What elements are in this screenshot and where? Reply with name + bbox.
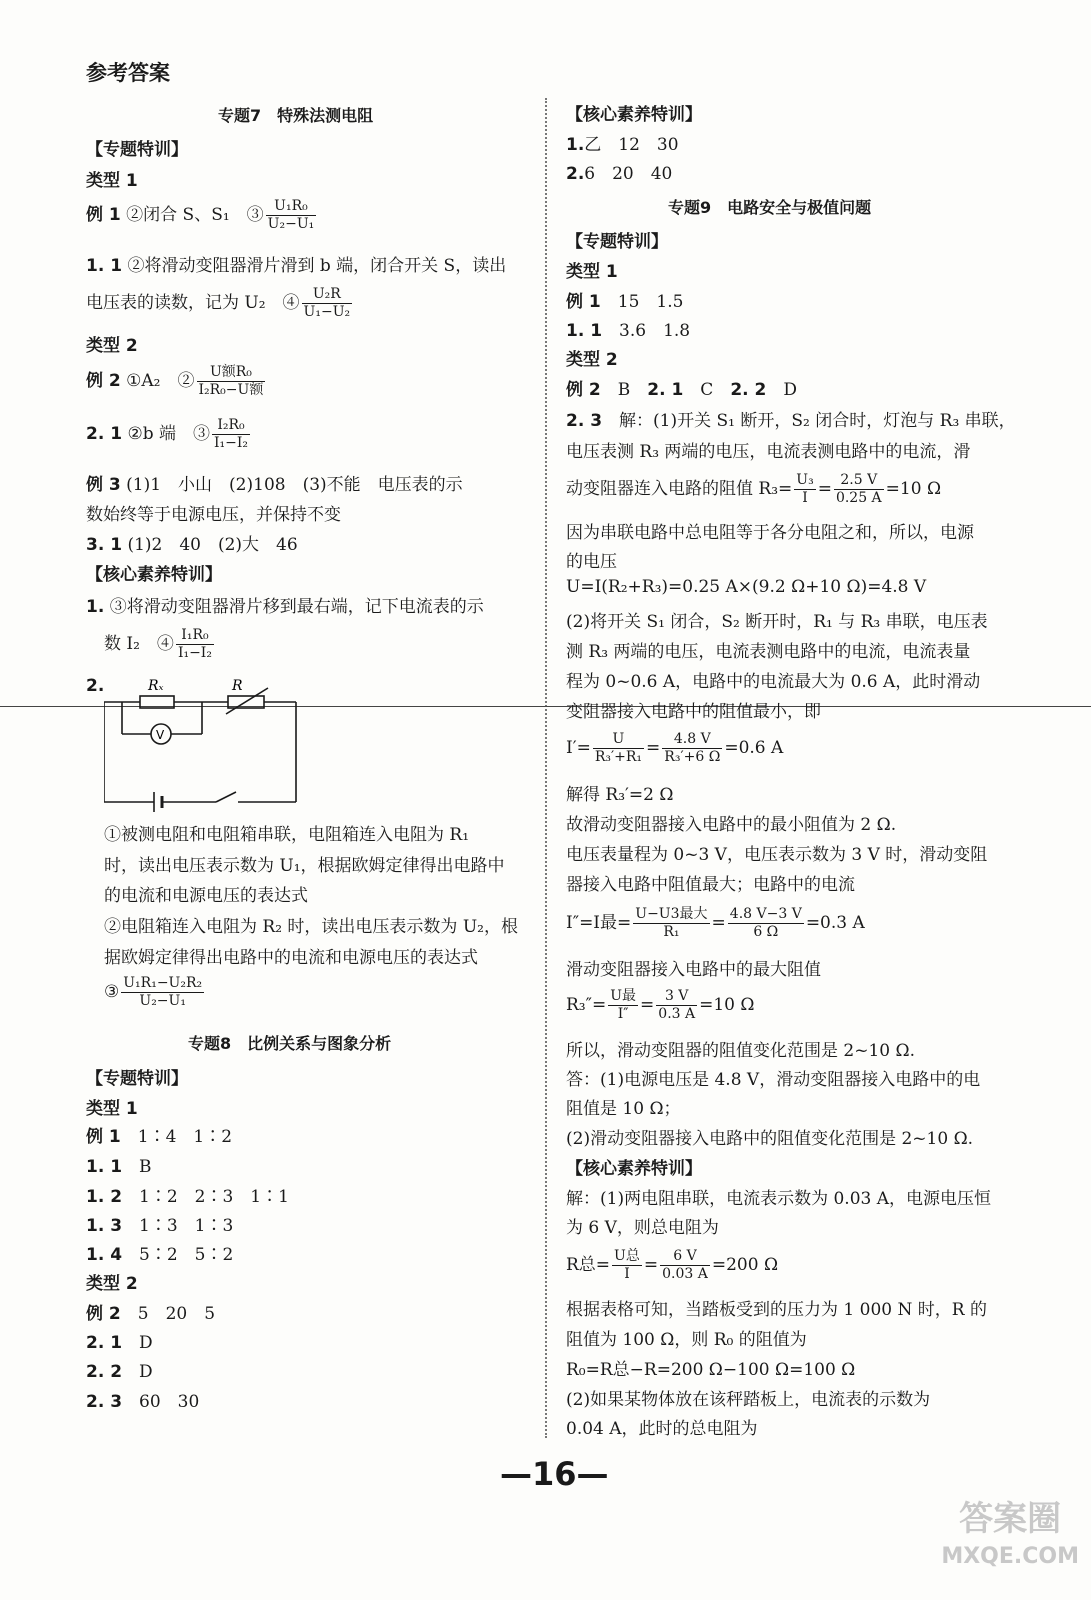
label-rx: Rₓ [148, 678, 164, 694]
answer-line: 据欧姆定律得出电路中的电流和电源电压的表达式 [104, 948, 478, 968]
circuit-diagram [104, 672, 304, 832]
item-label: 3. 1 [86, 535, 123, 555]
type-heading: 类型 1 [566, 262, 618, 282]
list-item: 2. 3 60 30 [86, 1392, 200, 1412]
list-item: 2.6 20 40 [566, 164, 673, 184]
solution-line: (2)如果某物体放在该秤踏板上，电流表的示数为 [566, 1390, 931, 1410]
solution-line: R₀=R总−R=200 Ω−100 Ω=100 Ω [566, 1360, 856, 1380]
switch-icon [216, 792, 236, 802]
fraction: $\frac{\text{U₃}}{I}$ [796, 472, 814, 506]
answer-text: (1)1 小山 (2)108 (3)不能 电压表的示 [126, 475, 463, 495]
answer-line: 时，读出电压表示数为 U₁，根据欧姆定律得出电路中 [104, 856, 505, 876]
solution-line: I′= $\frac{U}{\text{R₃′+R₁}}$ = $\frac{4.8 V}{\text{R₃′+6 Ω}}$ =0.6 A [566, 731, 784, 765]
answer-text: ③将滑动变阻器滑片移到最右端，记下电流表的示 [109, 597, 484, 617]
solution-line: 变阻器接入电路中的阻值最小，即 [566, 702, 821, 722]
solution-line: (2)将开关 S₁ 闭合，S₂ 断开时，R₁ 与 R₃ 串联，电压表 [566, 612, 988, 632]
list-item: 1.乙 12 30 [566, 135, 679, 155]
answer-line [86, 251, 536, 276]
answer-line [86, 470, 536, 495]
fraction: $\frac{6 V}{0.03 A}$ [662, 1248, 708, 1282]
answer-line: ②电阻箱连入电阻为 R₂ 时，读出电压表示数为 U₂，根 [104, 917, 518, 937]
list-item: 例 1 15 1.5 [566, 292, 684, 312]
item-label: 例 3 [86, 475, 121, 495]
answer-line [86, 198, 536, 233]
list-item: 1. 4 5∶2 5∶2 [86, 1245, 234, 1265]
answer-text: ①A₂ ② [126, 371, 195, 391]
solution-line: 解得 R₃′=2 Ω [566, 785, 674, 805]
list-item: 1. 3 1∶3 1∶3 [86, 1216, 234, 1236]
solution-line: 所以，滑动变阻器的阻值变化范围是 2~10 Ω. [566, 1041, 915, 1061]
item-label: 1. 1 [86, 256, 123, 276]
solution-line: 故滑动变阻器接入电路中的最小阻值为 2 Ω. [566, 815, 897, 835]
type-heading: 类型 1 [86, 171, 138, 191]
fraction: $\frac{4.8 V-3 V}{6 \Omega}$ [729, 906, 802, 940]
type-heading: 类型 1 [86, 1099, 138, 1119]
answer-text: 数 I₂ ④ [104, 634, 174, 654]
fraction: $\frac{\text{U−U3最大}}{\text{R₁}}$ [635, 906, 708, 940]
label-r: R [232, 678, 243, 694]
answer-text: ②闭合 S、S₁ ③ [126, 205, 264, 225]
fraction: $\frac{\text{U₁R₀}}{\text{U₂−U₁}}$ [267, 198, 315, 232]
item-label: 例 2 [86, 371, 121, 391]
page-header: 参考答案 [86, 61, 170, 85]
solution-line: 0.04 A，此时的总电阻为 [566, 1419, 758, 1439]
answer-line [86, 592, 536, 617]
page-number: —16— [500, 1455, 609, 1493]
fraction: $\frac{\text{I₂R₀}}{\text{I₁−I₂}}$ [213, 417, 248, 451]
solution-line: 电压表量程为 0~3 V，电压表示数为 3 V 时，滑动变阻 [566, 845, 988, 865]
item-label: 2. [86, 676, 105, 696]
list-item: 例 2 5 20 5 [86, 1304, 216, 1324]
answer-text: ③ [104, 982, 120, 1002]
answer-line [104, 975, 536, 1010]
resistor-rx [140, 696, 174, 708]
answer-line [104, 627, 536, 662]
answer-line [86, 530, 536, 555]
solution-line: 程为 0~0.6 A，电路中的电流最大为 0.6 A，此时滑动 [566, 672, 981, 692]
subheading: 【专题特训】 [566, 232, 668, 252]
label-v: V [156, 728, 165, 742]
fraction: $\frac{\text{U额R₀}}{\text{I₂R₀−U额}}$ [198, 364, 264, 398]
answer-text: ②将滑动变阻器滑片滑到 b 端，闭合开关 S，读出 [127, 256, 507, 276]
solution-line: 答：(1)电源电压是 4.8 V，滑动变阻器接入电路中的电 [566, 1070, 981, 1090]
type-heading: 类型 2 [86, 1274, 138, 1294]
answer-line: 数始终等于电源电压，并保持不变 [86, 505, 341, 525]
solution-line: 测 R₃ 两端的电压，电流表测电路中的电流，电流表量 [566, 642, 971, 662]
list-item: 1. 1 3.6 1.8 [566, 321, 691, 341]
solution-line: 滑动变阻器接入电路中的最大阻值 [566, 960, 821, 980]
solution-line: 器接入电路中阻值最大；电路中的电流 [566, 875, 855, 895]
solution-line: 的电压 [566, 552, 617, 572]
solution-line: 为 6 V，则总电阻为 [566, 1218, 719, 1238]
list-item: 例 2 B 2. 1 C 2. 2 D [566, 380, 797, 400]
solution-line: 因为串联电路中总电阻等于各分电阻之和，所以，电源 [566, 523, 974, 543]
solution-line: 解：(1)两电阻串联，电流表示数为 0.03 A，电源电压恒 [566, 1189, 992, 1209]
fraction: $\frac{\text{U₂R}}{\text{U₁−U₂}}$ [303, 286, 351, 320]
answer-line: 的电流和电源电压的表达式 [104, 886, 308, 906]
answer-line [86, 417, 536, 452]
subheading: 【专题特训】 [86, 1069, 188, 1089]
type-heading: 类型 2 [566, 350, 618, 370]
column-divider [545, 98, 547, 1438]
answer-text: 电压表的读数，记为 U₂ ④ [86, 293, 300, 313]
solution-line: (2)滑动变阻器接入电路中的阻值变化范围是 2~10 Ω. [566, 1129, 974, 1149]
subheading: 【核心素养特训】 [566, 1159, 702, 1179]
fraction: $\frac{2.5 V}{0.25 A}$ [835, 472, 882, 506]
answer-text: (1)2 40 (2)大 46 [127, 535, 298, 555]
subheading: 【专题特训】 [86, 140, 188, 160]
solution-line: 根据表格可知，当踏板受到的压力为 1 000 N 时，R 的 [566, 1300, 987, 1320]
list-item: 例 1 1∶4 1∶2 [86, 1127, 233, 1147]
answer-line [86, 364, 536, 399]
solution-line: 电压表测 R₃ 两端的电压，电流表测电路中的电流，滑 [566, 442, 971, 462]
answer-line: ①被测电阻和电阻箱串联，电阻箱连入电阻为 R₁ [104, 825, 470, 845]
item-label: 2. 1 [86, 424, 123, 444]
solution-line: 阻值是 10 Ω； [566, 1099, 681, 1119]
section-title-8: 专题8 比例关系与图象分析 [188, 1034, 392, 1053]
solution-line: I″=I最= $\frac{\text{U−U3最大}}{\text{R₁}}$ = $\frac{4.8 V-3 V}{6 \Omega}$ =0.3 A [566, 906, 865, 940]
solution-line: 阻值为 100 Ω，则 R₀ 的阻值为 [566, 1330, 807, 1350]
section-title-9: 专题9 电路安全与极值问题 [668, 198, 872, 217]
list-item: 1. 1 B [86, 1157, 152, 1177]
fraction: $\frac{\text{U总}}{I}$ [614, 1248, 640, 1282]
item-label: 1. [86, 597, 105, 617]
solution-line: U=I(R₂+R₃)=0.25 A×(9.2 Ω+10 Ω)=4.8 V [566, 577, 927, 597]
fraction: $\frac{U}{\text{R₃′+R₁}}$ [594, 731, 643, 765]
subheading: 【核心素养特训】 [86, 565, 222, 585]
fraction: $\frac{4.8 V}{\text{R₃′+6 Ω}}$ [664, 731, 721, 765]
item-label: 例 1 [86, 205, 121, 225]
solution-line: R总= $\frac{\text{U总}}{I}$ = $\frac{6 V}{0.03 A}$ =200 Ω [566, 1248, 779, 1282]
section-title-7: 专题7 特殊法测电阻 [218, 106, 374, 125]
subheading: 【核心素养特训】 [566, 105, 702, 125]
fraction: $\frac{\text{U最}}{I''}$ [610, 988, 637, 1022]
fraction: $\frac{3 V}{0.3 A}$ [658, 988, 696, 1022]
solution-line: R₃″= $\frac{\text{U最}}{I''}$ = $\frac{3 V}{0.3 A}$ =10 Ω [566, 988, 755, 1022]
watermark-logo: 答案圈 MXQE.COM [941, 1499, 1079, 1569]
solution-line: 动变阻器连入电路的阻值 R₃= $\frac{\text{U₃}}{I}$ = $\frac{2.5 V}{0.25 A}$ =10 Ω [566, 472, 942, 506]
fraction: $\frac{\text{I₁R₀}}{\text{I₁−I₂}}$ [177, 627, 212, 661]
list-item: 2. 2 D [86, 1362, 153, 1382]
answer-text: ②b 端 ③ [127, 424, 210, 444]
fraction: $\frac{\text{U₁R₁−U₂R₂}}{\text{U₂−U₁}}$ [123, 975, 203, 1009]
list-item: 2. 3 解：(1)开关 S₁ 断开，S₂ 闭合时，灯泡与 R₃ 串联， [566, 411, 1016, 431]
list-item: 1. 2 1∶2 2∶3 1∶1 [86, 1187, 289, 1207]
answer-line [86, 286, 536, 321]
list-item: 2. 1 D [86, 1333, 153, 1353]
type-heading: 类型 2 [86, 336, 138, 356]
